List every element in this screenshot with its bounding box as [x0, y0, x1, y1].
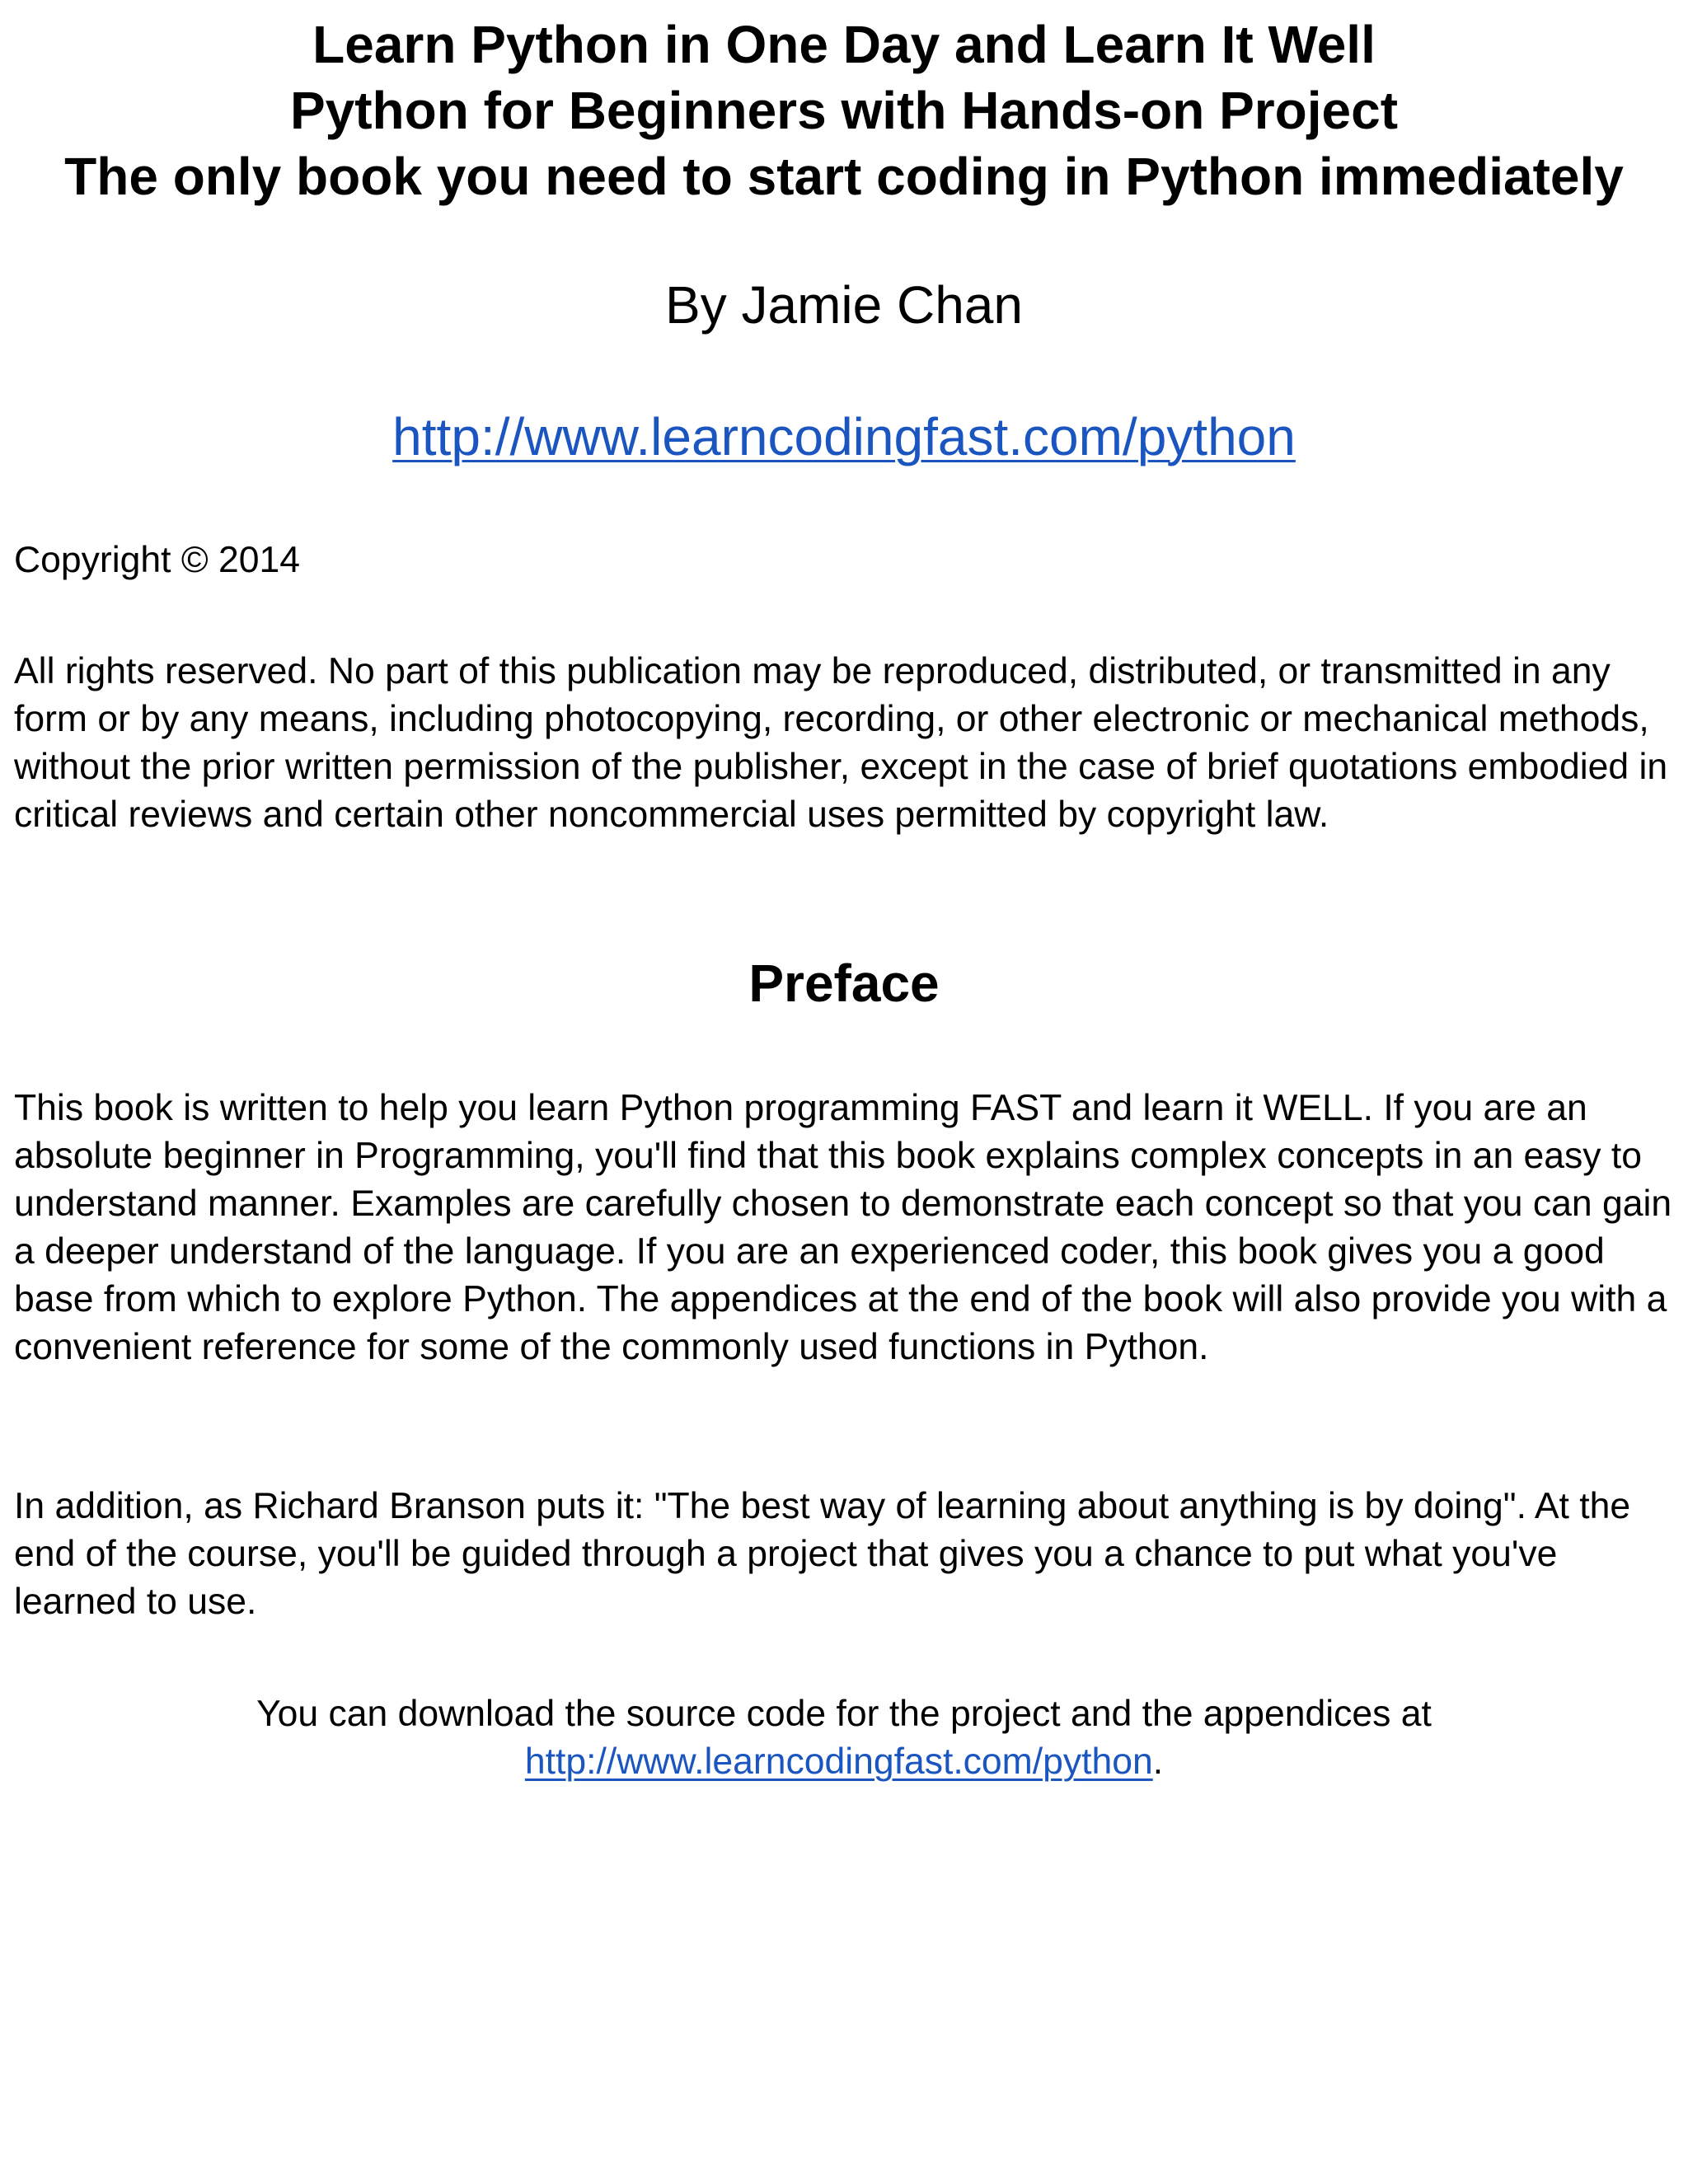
- title-line-2: Python for Beginners with Hands-on Project: [289, 81, 1399, 140]
- preface-heading: Preface: [748, 954, 940, 1013]
- author-byline: By Jamie Chan: [665, 275, 1023, 335]
- title-line-3: The only book you need to start coding in Python immediately: [64, 147, 1624, 206]
- preface-paragraph-1: This book is written to help you learn Python programming FAST and learn it WELL. If you are an absolute beginner in Programming, you'll find that this book explains complex concepts in an easy to understand manner. Examples are carefully chosen to demonstrate each concept so that you can gain a deeper understand of the language. If you are an experienced coder, this book gives you a good base from which to explore Python. The appendices at the end of the book will also provide you with a convenient reference for some of the commonly used functions in Python.: [14, 1088, 1672, 1367]
- website-url: [0, 404, 1688, 470]
- copyright-notice: Copyright © 2014: [14, 540, 300, 580]
- website-link[interactable]: http://www.learncodingfast.com/python: [392, 407, 1296, 466]
- download-suffix: .: [1152, 1741, 1164, 1782]
- rights-paragraph: All rights reserved. No part of this publication may be reproduced, distributed, or transmitted in any form or by any means, including photocopying, recording, or other electronic or mechanical methods, without the prior written permission of the publisher, except in the case of brief quotations embodied in critical reviews and certain other noncommercial uses permitted by copyright law.: [14, 651, 1668, 835]
- title-line-1: Learn Python in One Day and Learn It Well: [312, 15, 1376, 74]
- book-title: [0, 12, 1688, 209]
- preface-paragraph-2: In addition, as Richard Branson puts it: "The best way of learning about anything is by doing". At the end of the course, you'll be guided through a project that gives you a chance to put what you've learned to use.: [14, 1486, 1631, 1622]
- download-link[interactable]: http://www.learncodingfast.com/python: [524, 1741, 1153, 1782]
- download-note: [0, 1690, 1688, 1786]
- download-text: You can download the source code for the project and the appendices at: [256, 1694, 1432, 1734]
